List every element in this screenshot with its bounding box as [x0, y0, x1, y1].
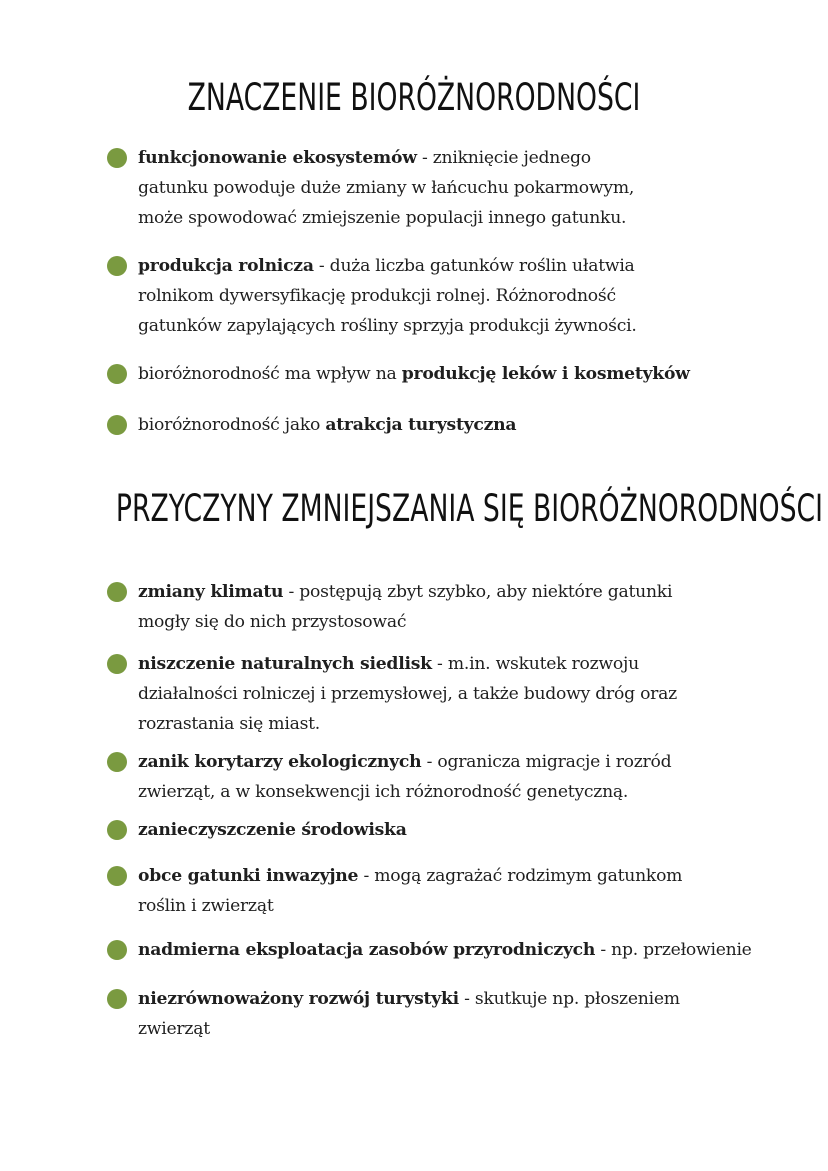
- item-text: gatunku powoduje duże zmiany w łańcuchu pokarmowym,: [138, 178, 635, 198]
- bullet-dot-icon: [107, 752, 127, 772]
- item-keyword: zmiany klimatu: [138, 582, 284, 602]
- item-text: gatunków zapylających rośliny sprzyja produkcji żywności.: [138, 316, 637, 336]
- list-item: [107, 815, 822, 845]
- item-text: rozrastania się miast.: [138, 714, 321, 734]
- item-text: - duża liczba gatunków roślin ułatwia: [313, 256, 635, 276]
- list-item: [107, 577, 822, 637]
- item-keyword: produkcję leków i kosmetyków: [401, 364, 690, 384]
- item-keyword: niszczenie naturalnych siedlisk: [138, 654, 432, 674]
- list-item: [107, 251, 822, 341]
- bullet-dot-icon: [107, 866, 127, 886]
- item-text: - skutkuje np. płoszeniem: [458, 989, 680, 1009]
- item-keyword: funkcjonowanie ekosystemów: [138, 148, 417, 168]
- item-text: roślin i zwierząt: [138, 896, 274, 916]
- list-item: [107, 861, 822, 921]
- list-item: [107, 935, 822, 965]
- item-keyword: produkcja rolnicza: [138, 256, 314, 276]
- item-keyword: niezrównoważony rozwój turystyki: [138, 989, 459, 1009]
- list-item: [107, 410, 822, 440]
- item-text: mogły się do nich przystosować: [138, 612, 407, 632]
- item-keyword: zanik korytarzy ekologicznych: [138, 752, 422, 772]
- bullet-dot-icon: [107, 415, 127, 435]
- item-text: rolnikom dywersyfikację produkcji rolnej. Różnorodność: [138, 286, 616, 306]
- item-keyword: obce gatunki inwazyjne: [138, 866, 359, 886]
- bullet-dot-icon: [107, 256, 127, 276]
- list-item: [107, 747, 822, 807]
- bullet-dot-icon: [107, 989, 127, 1009]
- list-item: [107, 143, 822, 233]
- item-text: - m.in. wskutek rozwoju: [431, 654, 639, 674]
- item-text: - postępują zbyt szybko, aby niektóre gatunki: [283, 582, 673, 602]
- item-text: - zniknięcie jednego: [416, 148, 591, 168]
- section-heading-causes: PRZYCZYNY ZMNIEJSZANIA SIĘ BIORÓŻNORODNOŚCI: [115, 487, 823, 530]
- bullet-dot-icon: [107, 820, 127, 840]
- list-item: [107, 649, 822, 739]
- bullet-dot-icon: [107, 940, 127, 960]
- bullet-dot-icon: [107, 582, 127, 602]
- item-text: - np. przełowienie: [595, 940, 752, 960]
- item-text: bioróżnorodność ma wpływ na: [138, 364, 402, 384]
- item-text: - mogą zagrażać rodzimym gatunkom: [358, 866, 683, 886]
- bullet-dot-icon: [107, 654, 127, 674]
- section-heading-importance: ZNACZENIE BIORÓŻNORODNOŚCI: [187, 76, 641, 119]
- item-keyword: nadmierna eksploatacja zasobów przyrodniczych: [138, 940, 596, 960]
- bullet-dot-icon: [107, 364, 127, 384]
- item-text: może spowodować zmiejszenie populacji innego gatunku.: [138, 208, 627, 228]
- item-text: bioróżnorodność jako: [138, 415, 326, 435]
- bullet-dot-icon: [107, 148, 127, 168]
- item-keyword: atrakcja turystyczna: [325, 415, 517, 435]
- item-text: zwierząt, a w konsekwencji ich różnorodność genetyczną.: [138, 782, 629, 802]
- item-text: zwierząt: [138, 1019, 210, 1039]
- item-text: - ogranicza migracje i rozród: [421, 752, 672, 772]
- list-item: [107, 984, 822, 1044]
- list-item: [107, 359, 822, 389]
- item-keyword: zanieczyszczenie środowiska: [138, 820, 407, 840]
- item-text: działalności rolniczej i przemysłowej, a także budowy dróg oraz: [138, 684, 677, 704]
